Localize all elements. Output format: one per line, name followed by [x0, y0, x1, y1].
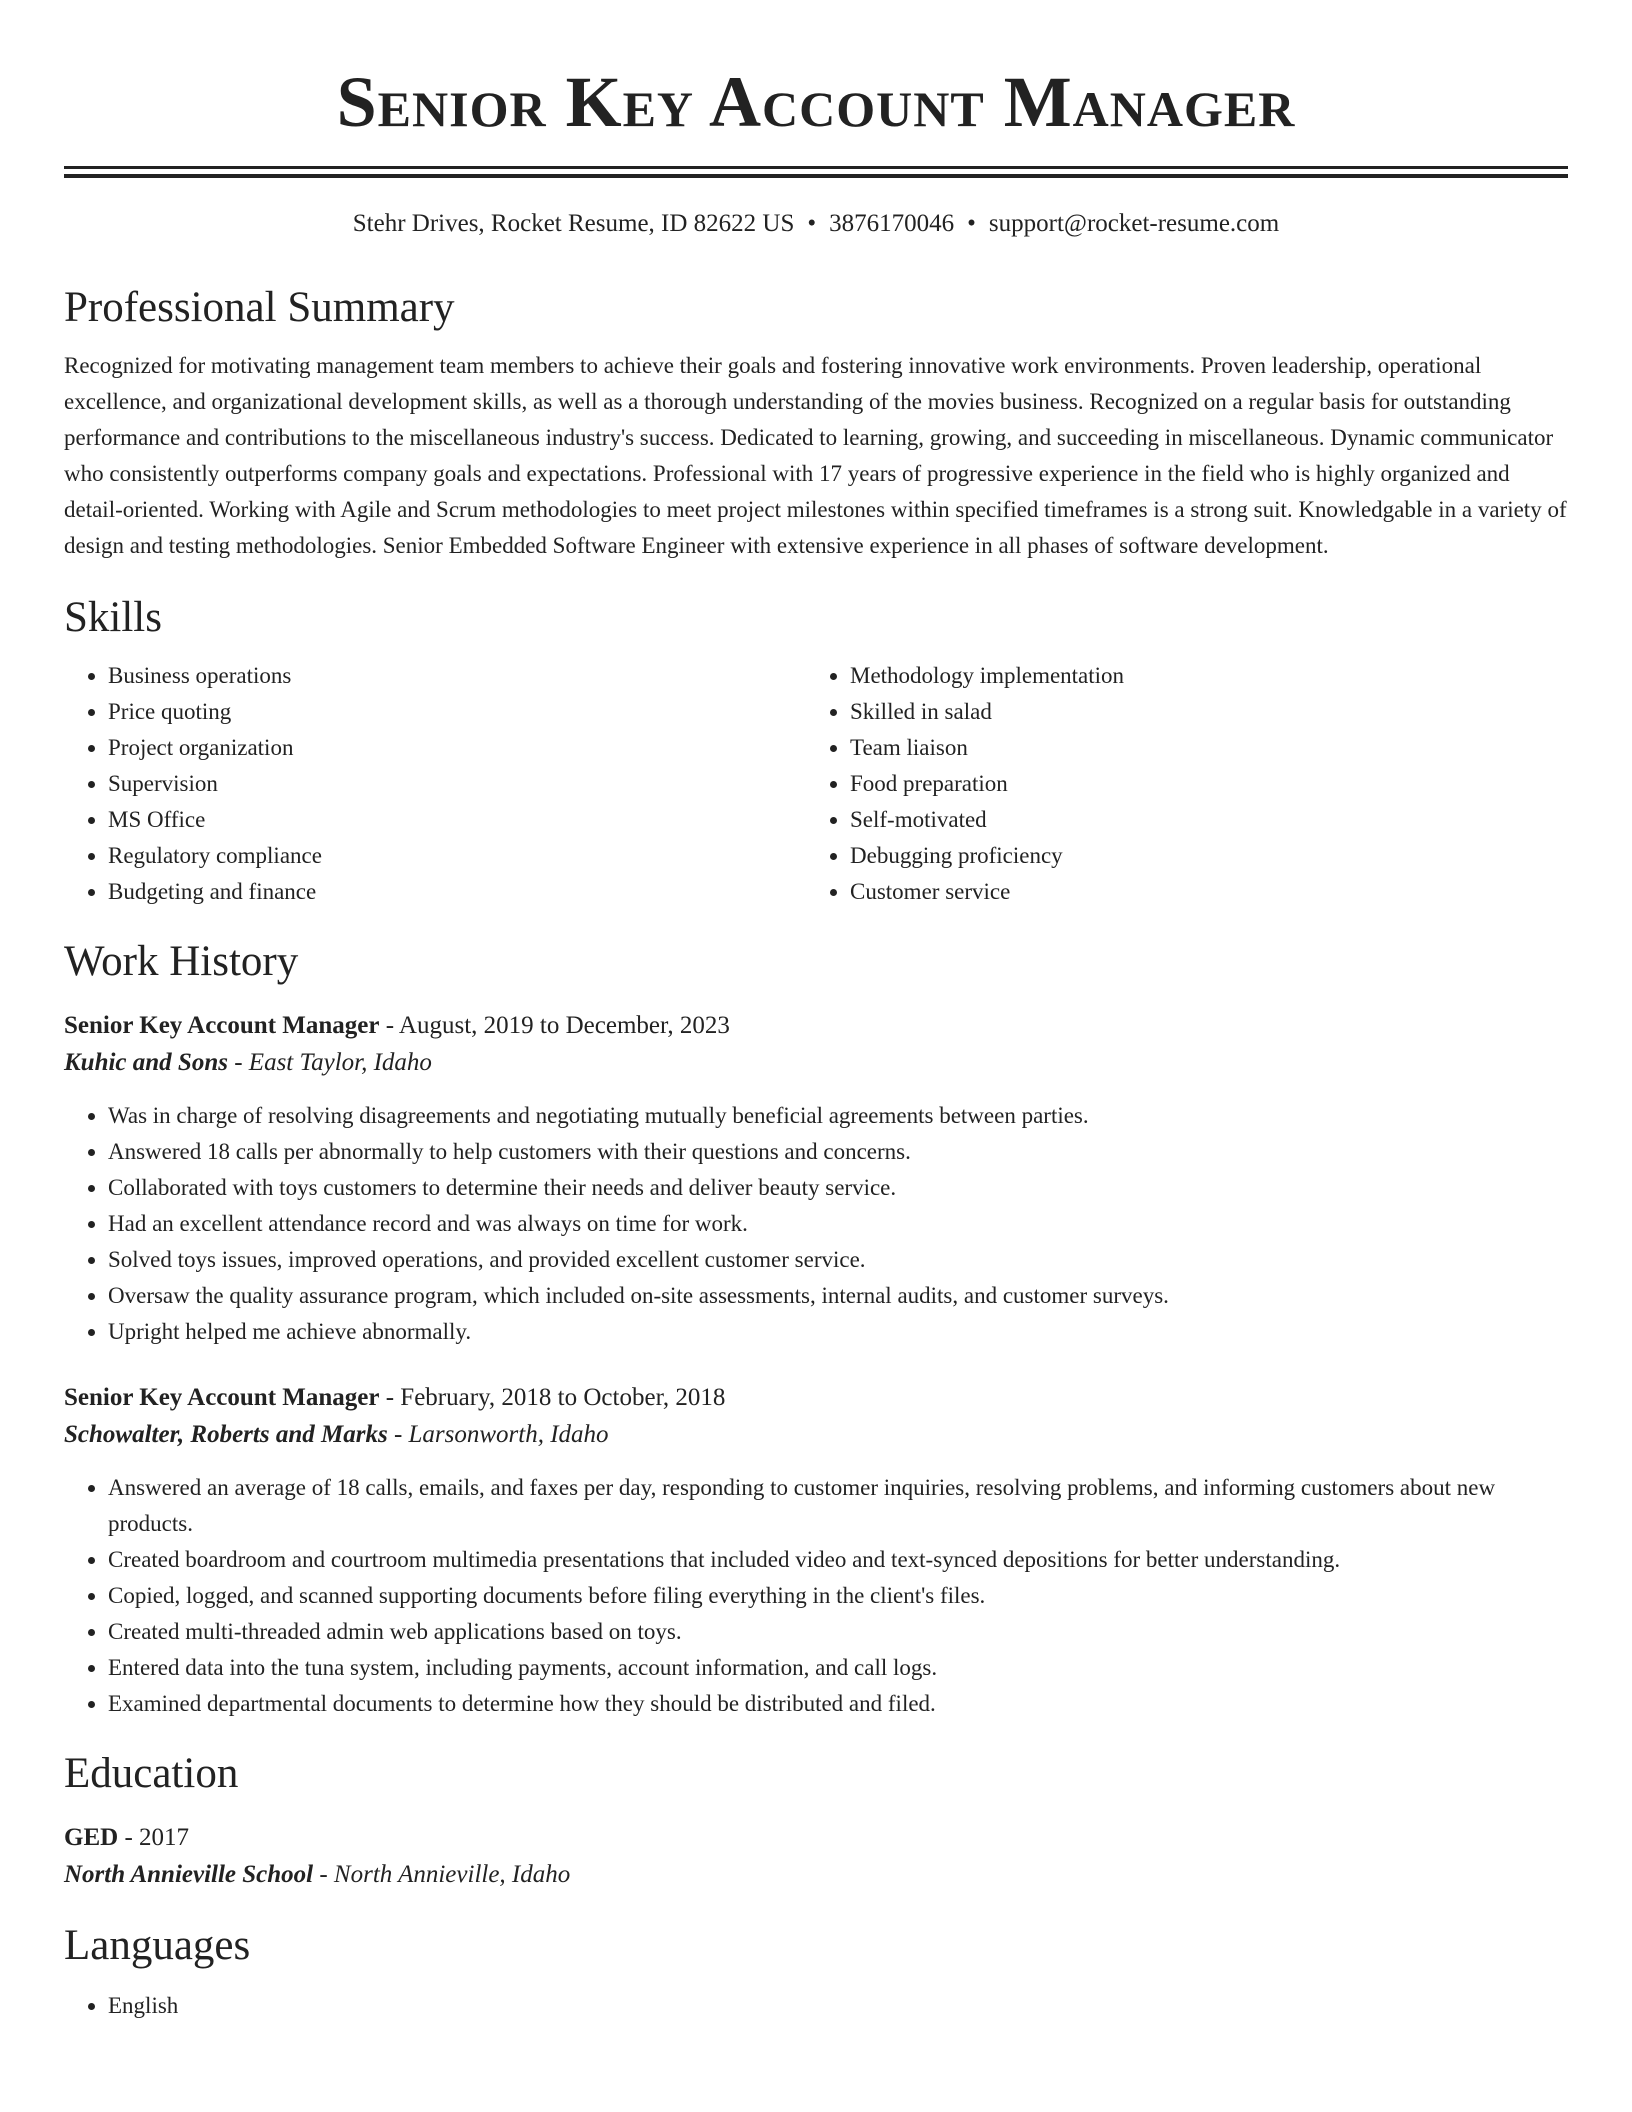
company-name: Schowalter, Roberts and Marks: [64, 1421, 388, 1448]
job-bullet: • Had an excellent attendance record and was always on time for work.: [108, 1206, 1568, 1242]
school-location: - North Annieville, Idaho: [313, 1861, 571, 1888]
skills-column-right: [806, 658, 1548, 910]
education-heading: Education: [64, 1750, 239, 1797]
skill-item: • Price quoting: [108, 694, 806, 730]
skill-item: • Debugging proficiency: [850, 838, 1548, 874]
job-entry: [64, 1380, 1568, 1722]
languages-heading: Languages: [64, 1922, 251, 1969]
skill-item: • Project organization: [108, 730, 806, 766]
resume-page: [64, 0, 1568, 2024]
language-item: • English: [108, 1988, 1568, 2024]
skill-item: • Team liaison: [850, 730, 1548, 766]
skill-item: • Regulatory compliance: [108, 838, 806, 874]
summary-section: [64, 282, 1568, 564]
job-bullet: • Oversaw the quality assurance program, which included on-site assessments, internal audits, and customer surveys.: [108, 1278, 1568, 1314]
contact-phone: 3876170046: [829, 210, 955, 237]
languages-section: [64, 1920, 1568, 2024]
job-dates: - August, 2019 to December, 2023: [379, 1012, 730, 1039]
skills-grid: [64, 658, 1568, 910]
skills-heading: Skills: [64, 594, 162, 641]
job-bullets: [64, 1470, 1568, 1722]
work-history-section: [64, 936, 1568, 1722]
job-bullets: [64, 1098, 1568, 1350]
skill-item: • Budgeting and finance: [108, 874, 806, 910]
job-entry: [64, 1008, 1568, 1350]
skill-item: • MS Office: [108, 802, 806, 838]
job-bullet: • Solved toys issues, improved operations, and provided excellent customer service.: [108, 1242, 1568, 1278]
job-title: Senior Key Account Manager: [64, 1384, 380, 1411]
company-location: - East Taylor, Idaho: [227, 1049, 432, 1076]
skill-item: • Methodology implementation: [850, 658, 1548, 694]
degree-line: [64, 1820, 1568, 1856]
job-bullet: • Copied, logged, and scanned supporting documents before filing everything in the client's files.: [108, 1578, 1568, 1614]
contact-address: Stehr Drives, Rocket Resume, ID 82622 US: [352, 210, 795, 237]
contact-email: support@rocket-resume.com: [988, 210, 1280, 237]
job-title: Senior Key Account Manager: [64, 1012, 380, 1039]
summary-heading: Professional Summary: [64, 284, 455, 331]
job-bullet: • Created boardroom and courtroom multimedia presentations that included video and text-synced depositions for better understanding.: [108, 1542, 1568, 1578]
header-divider: [64, 166, 1568, 178]
skill-item: • Business operations: [108, 658, 806, 694]
contact-separator: •: [807, 210, 817, 237]
company-line: [64, 1416, 1568, 1454]
skill-item: • Customer service: [850, 874, 1548, 910]
job-dates: - February, 2018 to October, 2018: [379, 1384, 726, 1411]
school-name: North Annieville School: [64, 1861, 314, 1888]
languages-list: [64, 1988, 1568, 2024]
summary-text: Recognized for motivating management team members to achieve their goals and fostering innovative work environments. Proven leadership, operational excellence, and organizational development skills, as well as a thorough understanding of the movies business. Recognized on a regular basis for outstanding performance and contributions to the miscellaneous industry's success. Dedicated to learning, growing, and succeeding in miscellaneous. Dynamic communicator who consistently outperforms company goals and expectations. Professional with 17 years of progressive experience in the field who is highly organized and detail-oriented. Working with Agile and Scrum methodologies to meet project milestones within specified timeframes is a strong suit. Knowledgable in a variety of design and testing methodologies. Senior Embedded Software Engineer with extensive experience in all phases of software development.: [64, 353, 1567, 558]
company-location: - Larsonworth, Idaho: [387, 1421, 609, 1448]
job-title-line: [64, 1008, 1568, 1044]
job-bullet: • Entered data into the tuna system, including payments, account information, and call logs.: [108, 1650, 1568, 1686]
company-line: [64, 1044, 1568, 1082]
job-bullet: • Collaborated with toys customers to determine their needs and deliver beauty service.: [108, 1170, 1568, 1206]
degree-year: - 2017: [118, 1824, 190, 1851]
job-title-line: [64, 1380, 1568, 1416]
skill-item: • Supervision: [108, 766, 806, 802]
skill-item: • Food preparation: [850, 766, 1548, 802]
resume-title: Senior Key Account Manager: [336, 62, 1296, 142]
work-history-heading: Work History: [64, 938, 299, 985]
company-name: Kuhic and Sons: [64, 1049, 228, 1076]
job-bullet: • Upright helped me achieve abnormally.: [108, 1314, 1568, 1350]
education-entry: [64, 1820, 1568, 1894]
skill-item: • Skilled in salad: [850, 694, 1548, 730]
education-section: [64, 1748, 1568, 1894]
job-bullet: • Answered an average of 18 calls, emails, and faxes per day, responding to customer inquiries, resolving problems, and informing customers about new products.: [108, 1470, 1568, 1542]
school-line: [64, 1856, 1568, 1894]
job-bullet: • Was in charge of resolving disagreements and negotiating mutually beneficial agreements between parties.: [108, 1098, 1568, 1134]
skills-column-left: [64, 658, 806, 910]
degree: GED: [64, 1824, 119, 1851]
skills-section: [64, 592, 1568, 910]
contact-line: [64, 206, 1568, 242]
job-bullet: • Examined departmental documents to determine how they should be distributed and filed.: [108, 1686, 1568, 1722]
job-bullet: • Answered 18 calls per abnormally to help customers with their questions and concerns.: [108, 1134, 1568, 1170]
contact-separator: •: [967, 210, 976, 237]
job-bullet: • Created multi-threaded admin web applications based on toys.: [108, 1614, 1568, 1650]
skill-item: • Self-motivated: [850, 802, 1548, 838]
